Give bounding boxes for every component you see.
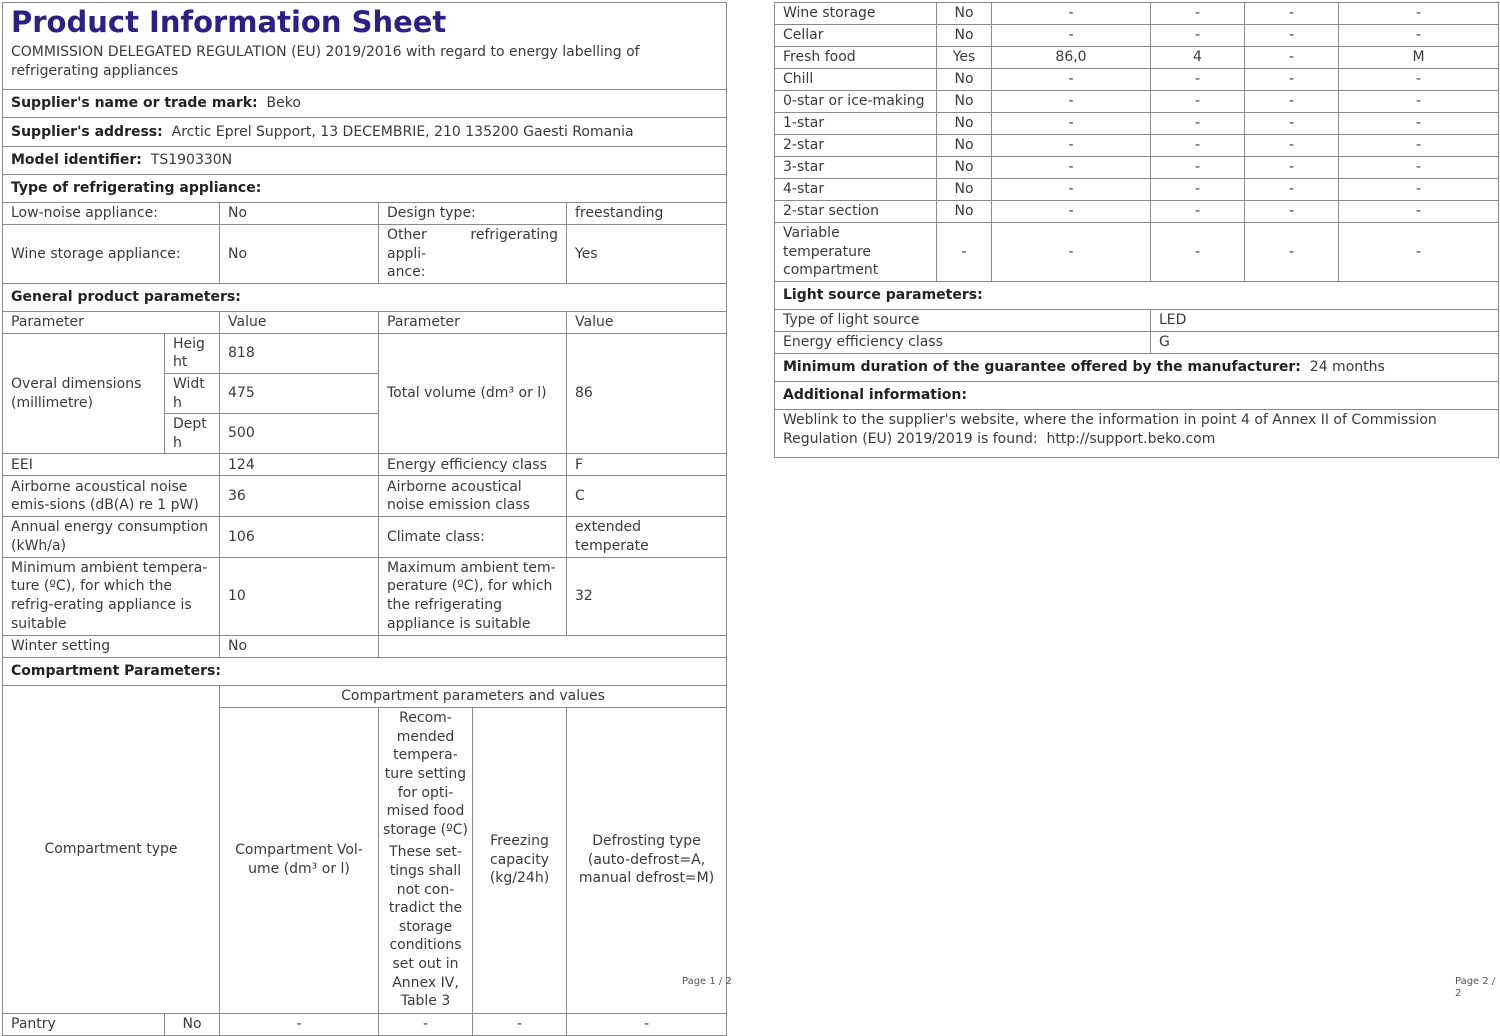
compartment-name: Chill [775, 69, 937, 91]
winter-setting-value: No [220, 635, 379, 657]
compartment-temp: - [1151, 179, 1245, 201]
page-title: Product Information Sheet [11, 5, 447, 39]
compartment-volume: - [992, 179, 1151, 201]
compartment-freezing: - [1245, 25, 1339, 47]
compartment-rows-table [774, 2, 1499, 282]
noise-class-label: Airborne acoustical noise emission class [379, 476, 567, 517]
energy-class-label: Energy efficiency class [379, 454, 567, 476]
compartment-defrost: - [1339, 157, 1499, 179]
weblink-url[interactable]: http://support.beko.com [1046, 430, 1216, 447]
noise-value: 36 [220, 476, 379, 517]
min-temp-value: 10 [220, 557, 379, 635]
compartment-defrost: - [1339, 223, 1499, 282]
model-identifier-label: Model identifier: [11, 152, 142, 169]
page-1 [2, 2, 726, 1036]
compartment-volume: - [992, 113, 1151, 135]
light-energy-class-value: G [1151, 331, 1499, 353]
wine-storage-value: No [220, 225, 379, 284]
pantry-name: Pantry [3, 1013, 165, 1035]
annual-energy-value: 106 [220, 517, 379, 557]
compartment-values-header: Compartment parameters and values [220, 685, 727, 707]
compartment-row [775, 201, 1499, 223]
compartment-volume: - [992, 3, 1151, 25]
compartment-name: 0-star or ice-making [775, 91, 937, 113]
compartment-defrost: - [1339, 3, 1499, 25]
supplier-address-label: Supplier's address: [11, 123, 163, 140]
pantry-temp: - [379, 1013, 473, 1035]
compartment-row [775, 47, 1499, 69]
compartment-row [775, 223, 1499, 282]
compartment-temp: - [1151, 223, 1245, 282]
supplier-address-value: Arctic Eprel Support, 13 DECEMBRIE, 210 135200 Gaesti Romania [171, 123, 634, 140]
energy-class-value: F [567, 454, 727, 476]
light-energy-class-label: Energy efficiency class [775, 331, 1151, 353]
compartment-name: 3-star [775, 157, 937, 179]
compartment-volume: - [992, 157, 1151, 179]
compartment-present: - [937, 223, 992, 282]
compartment-volume: - [992, 201, 1151, 223]
compartment-name: 4-star [775, 179, 937, 201]
compartment-freezing: - [1245, 201, 1339, 223]
compartment-temp: - [1151, 69, 1245, 91]
compartment-name: 2-star [775, 135, 937, 157]
compartment-present: No [937, 135, 992, 157]
compartment-defrost: - [1339, 201, 1499, 223]
volume-header: Compartment Vol-ume (dm³ or l) [220, 707, 379, 1013]
compartment-freezing: - [1245, 69, 1339, 91]
compartment-name: Cellar [775, 25, 937, 47]
compartment-freezing: - [1245, 179, 1339, 201]
compartment-temp: - [1151, 113, 1245, 135]
compartment-present: No [937, 201, 992, 223]
compartment-name: Fresh food [775, 47, 937, 69]
light-type-value: LED [1151, 309, 1499, 331]
page-number-2: Page 2 / 2 [1455, 976, 1496, 999]
recommended-temp-header: Recom-mended tempera-ture setting for opti-mised food storage (ºC) [383, 710, 468, 838]
max-temp-label: Maximum ambient tem-perature (ºC), for which the refrigerating appliance is suitable [379, 557, 567, 635]
compartment-volume: - [992, 135, 1151, 157]
compartment-row [775, 25, 1499, 47]
wine-storage-label: Wine storage appliance: [3, 225, 220, 284]
compartment-defrost: - [1339, 113, 1499, 135]
noise-class-value: C [567, 476, 727, 517]
weblink-text: Weblink to the supplier's website, where the information in point 4 of Annex II of Commission Regulation (EU) 2019/2019 is found: [783, 412, 1437, 447]
compartment-defrost: - [1339, 135, 1499, 157]
height-label: Height [165, 333, 220, 373]
pantry-volume: - [220, 1013, 379, 1035]
compartment-freezing: - [1245, 113, 1339, 135]
compartment-volume: - [992, 223, 1151, 282]
regulation-text: COMMISSION DELEGATED REGULATION (EU) 2019/2016 with regard to energy labelling of refrigerating appliances [11, 44, 640, 79]
light-info-table [774, 281, 1499, 458]
climate-class-label: Climate class: [379, 517, 567, 557]
total-volume-label: Total volume (dm³ or l) [379, 333, 567, 454]
noise-label: Airborne acoustical noise emis-sions (dB(A) re 1 pW) [3, 476, 220, 517]
other-appliance-label-line1: Other refrigerating appli- [387, 227, 558, 262]
compartment-present: Yes [937, 47, 992, 69]
freezing-capacity-header: Freezing capacity (kg/24h) [473, 707, 567, 1013]
compartment-defrost: - [1339, 25, 1499, 47]
compartment-defrost: - [1339, 91, 1499, 113]
depth-label: Depth [165, 414, 220, 454]
header-value-2: Value [567, 311, 727, 333]
compartment-defrost: M [1339, 47, 1499, 69]
compartment-row [775, 113, 1499, 135]
compartment-freezing: - [1245, 223, 1339, 282]
guarantee-value: 24 months [1309, 358, 1385, 375]
compartment-freezing: - [1245, 47, 1339, 69]
compartment-present: No [937, 91, 992, 113]
climate-class-value: extended temperate [567, 517, 727, 557]
compartment-freezing: - [1245, 3, 1339, 25]
low-noise-value: No [220, 203, 379, 225]
compartment-temp: - [1151, 157, 1245, 179]
pantry-freezing: - [473, 1013, 567, 1035]
pantry-defrost: - [567, 1013, 727, 1035]
total-volume-value: 86 [567, 333, 727, 454]
compartment-row [775, 91, 1499, 113]
compartment-temp: 4 [1151, 47, 1245, 69]
compartment-name: Wine storage [775, 3, 937, 25]
compartment-name: Variable temperature compartment [775, 223, 937, 282]
compartment-row [775, 69, 1499, 91]
compartment-temp: - [1151, 91, 1245, 113]
compartment-defrost: - [1339, 69, 1499, 91]
pantry-present: No [165, 1013, 220, 1035]
compartment-freezing: - [1245, 135, 1339, 157]
compartment-type-header: Compartment type [3, 685, 220, 1013]
compartment-present: No [937, 3, 992, 25]
eei-label: EEI [3, 454, 220, 476]
compartment-params-label: Compartment Parameters: [3, 657, 727, 685]
header-parameter-2: Parameter [379, 311, 567, 333]
annual-energy-label: Annual energy consumption (kWh/a) [3, 517, 220, 557]
supplier-name-label: Supplier's name or trade mark: [11, 95, 258, 112]
supplier-name-value: Beko [266, 95, 301, 112]
design-type-value: freestanding [567, 203, 727, 225]
height-value: 818 [220, 333, 379, 373]
compartment-defrost: - [1339, 179, 1499, 201]
compartment-present: No [937, 69, 992, 91]
model-identifier-value: TS190330N [150, 152, 233, 169]
compartment-present: No [937, 179, 992, 201]
appliance-type-label: Type of refrigerating appliance: [3, 175, 727, 203]
eei-value: 124 [220, 454, 379, 476]
guarantee-label: Minimum duration of the guarantee offered by the manufacturer: [783, 358, 1301, 375]
compartment-freezing: - [1245, 157, 1339, 179]
compartment-volume: - [992, 25, 1151, 47]
compartment-name: 2-star section [775, 201, 937, 223]
light-params-label: Light source parameters: [775, 281, 1499, 309]
product-info-table [2, 2, 727, 1036]
width-value: 475 [220, 373, 379, 413]
compartment-temp: - [1151, 25, 1245, 47]
dimensions-label: Overal dimensions (millimetre) [3, 333, 165, 454]
depth-value: 500 [220, 414, 379, 454]
recommended-temp-note: These set-tings shall not con-tradict the storage conditions set out in Annex IV, Table 3 [388, 844, 463, 1010]
compartment-present: No [937, 157, 992, 179]
compartment-row [775, 135, 1499, 157]
compartment-freezing: - [1245, 91, 1339, 113]
page-number-1: Page 1 / 2 [682, 976, 732, 987]
compartment-temp: - [1151, 135, 1245, 157]
max-temp-value: 32 [567, 557, 727, 635]
compartment-volume: - [992, 69, 1151, 91]
design-type-label: Design type: [379, 203, 567, 225]
compartment-row [775, 3, 1499, 25]
defrost-type-header: Defrosting type (auto-defrost=A, manual defrost=M) [567, 707, 727, 1013]
width-label: Width [165, 373, 220, 413]
header-parameter: Parameter [3, 311, 220, 333]
compartment-volume: - [992, 91, 1151, 113]
page-2 [774, 2, 1498, 458]
other-appliance-value: Yes [567, 225, 727, 284]
empty-cell [379, 635, 727, 657]
other-appliance-label-line2: ance: [387, 264, 426, 281]
general-params-label: General product parameters: [3, 283, 727, 311]
compartment-temp: - [1151, 3, 1245, 25]
compartment-row [775, 157, 1499, 179]
compartment-present: No [937, 25, 992, 47]
compartment-temp: - [1151, 201, 1245, 223]
winter-setting-label: Winter setting [3, 635, 220, 657]
compartment-row [775, 179, 1499, 201]
compartment-volume: 86,0 [992, 47, 1151, 69]
header-value: Value [220, 311, 379, 333]
low-noise-label: Low-noise appliance: [3, 203, 220, 225]
compartment-present: No [937, 113, 992, 135]
light-type-label: Type of light source [775, 309, 1151, 331]
additional-info-label: Additional information: [775, 381, 1499, 409]
compartment-name: 1-star [775, 113, 937, 135]
min-temp-label: Minimum ambient tempera-ture (ºC), for which the refrig-erating appliance is suitable [3, 557, 220, 635]
